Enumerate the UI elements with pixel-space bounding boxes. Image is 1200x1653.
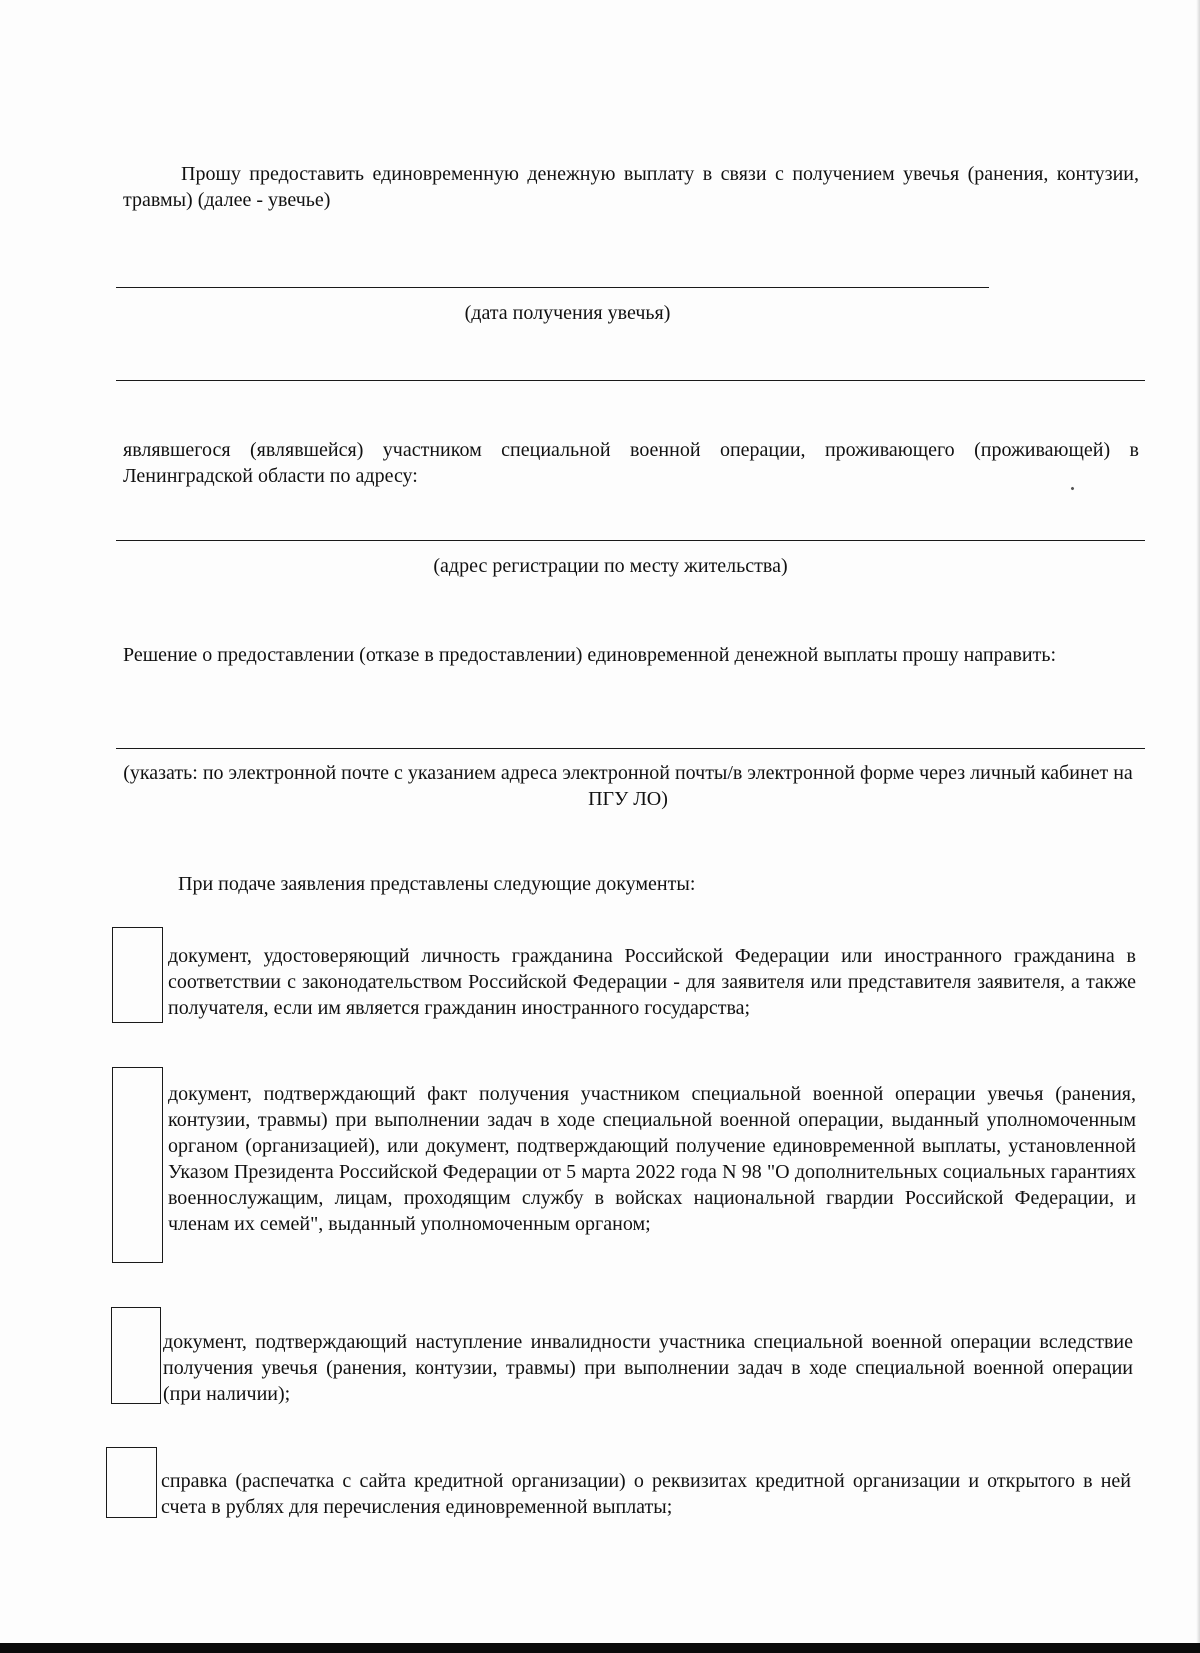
name-line[interactable]	[116, 380, 1145, 381]
document-item-3: документ, подтверждающий наступление инвалидности участника специальной военной операции вследствие получения увечья (ранения, контузии, травмы) при выполнении задач в ходе специальной военной операции (при наличии);	[163, 1331, 1133, 1405]
scan-edge	[1196, 0, 1200, 1653]
decision-paragraph: Решение о предоставлении (отказе в предоставлении) единовременной денежной выплаты прошу направить:	[123, 644, 1057, 666]
decision-delivery-line[interactable]	[116, 748, 1145, 749]
document-item-2: документ, подтверждающий факт получения участником специальной военной операции увечья (ранения, контузии, травмы) при выполнении задач в ходе специальной военной операции, выданный уполномоченным органом (организацией), или документ, подтверждающий получение единовременной выплаты, установленной Указом Президента Российской Федерации от 5 марта 2022 года N 98 "О дополнительных социальных гарантиях военнослужащим, лицам, проходящим службу в войсках национальной гвардии Российской Федерации, и членам их семей", выданный уполномоченным органом;	[168, 1083, 1136, 1235]
document-checkbox-3[interactable]	[111, 1307, 161, 1404]
scan-bottom-band	[0, 1643, 1200, 1653]
injury-date-caption: (дата получения увечья)	[464, 302, 671, 324]
injury-date-line[interactable]	[116, 287, 989, 288]
address-caption: (адрес регистрации по месту жительства)	[433, 555, 788, 577]
documents-intro: При подаче заявления представлены следующие документы:	[178, 873, 696, 895]
decision-caption: (указать: по электронной почте с указанием адреса электронной почты/в электронной форме через личный кабинет на ПГУ ЛО)	[123, 762, 1133, 810]
request-paragraph: Прошу предоставить единовременную денежную выплату в связи с получением увечья (ранения, контузии, травмы) (далее - увечье)	[123, 163, 1139, 211]
document-item-1: документ, удостоверяющий личность гражданина Российской Федерации или иностранного гражданина в соответствии с законодательством Российской Федерации - для заявителя или представителя заявителя, а также получателя, если им является гражданин иностранного государства;	[168, 945, 1136, 1019]
participant-paragraph: являвшегося (являвшейся) участником специальной военной операции, проживающего (проживающей) в Ленинградской области по адресу:	[123, 439, 1139, 487]
document-checkbox-4[interactable]	[106, 1447, 157, 1518]
address-line[interactable]	[116, 540, 1145, 541]
scan-speck	[1070, 486, 1074, 490]
document-checkbox-1[interactable]	[112, 927, 163, 1023]
document-item-4: справка (распечатка с сайта кредитной организации) о реквизитах кредитной организации и открытого в ней счета в рублях для перечисления единовременной выплаты;	[161, 1470, 1131, 1518]
document-checkbox-2[interactable]	[112, 1067, 163, 1263]
